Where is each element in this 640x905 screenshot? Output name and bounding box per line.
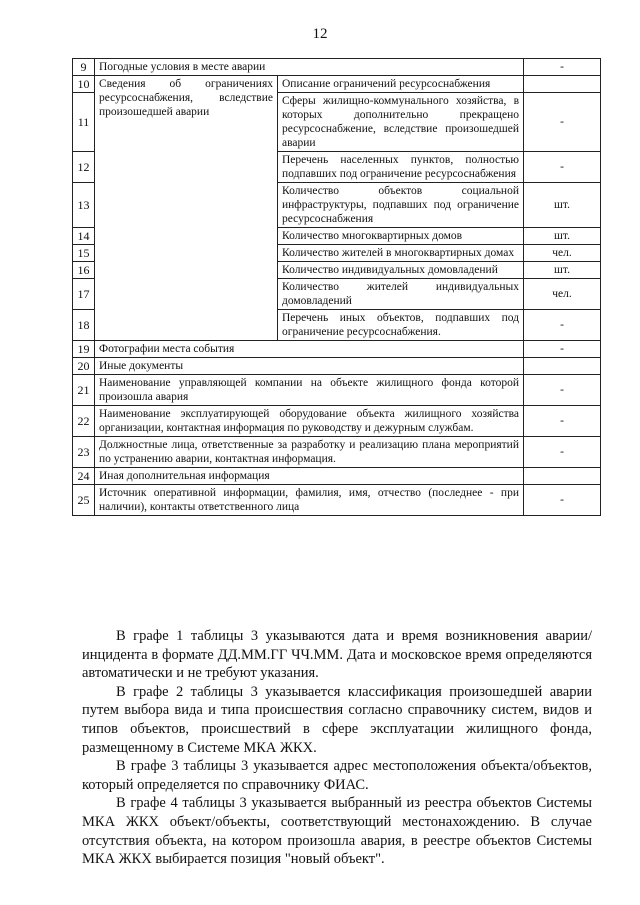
row-unit [524,76,601,93]
row-number: 12 [73,152,95,183]
row-label: Источник оперативной информации, фамилия, имя, отчество (последнее - при наличии), контакты ответственного лица [95,485,524,516]
row-number: 18 [73,310,95,341]
row-label: Должностные лица, ответственные за разработку и реализацию плана мероприятий по устранению аварии, контактная информация. [95,437,524,468]
row-unit [524,468,601,485]
row-unit: - [524,152,601,183]
row-number: 16 [73,262,95,279]
row-unit: шт. [524,228,601,245]
row-number: 21 [73,375,95,406]
table-row [73,468,601,485]
row-number: 15 [73,245,95,262]
row-unit: - [524,59,601,76]
row-unit: - [524,341,601,358]
row-label: Наименование эксплуатирующей оборудование объекта жилищного хозяйства организации, контактная информация по руководству и дежурным службам. [95,406,524,437]
row-unit: - [524,310,601,341]
row-sublabel: Перечень иных объектов, подпавших под ограничение ресурсоснабжения. [278,310,524,341]
row-unit: - [524,485,601,516]
table-row [73,437,601,468]
row-number: 24 [73,468,95,485]
row-label: Фотографии места события [95,341,524,358]
data-table [72,58,601,516]
row-unit: - [524,93,601,152]
table-row [73,485,601,516]
row-unit: - [524,375,601,406]
row-sublabel: Описание ограничений ресурсоснабжения [278,76,524,93]
row-unit: шт. [524,262,601,279]
row-number: 25 [73,485,95,516]
paragraph: В графе 4 таблицы 3 указывается выбранный из реестра объектов Системы МКА ЖКХ объект/объекты, соответствующий местонахождению. В случае отсутствия объекта, на котором произошла авария, в реестре объектов Системы МКА ЖКХ выбирается позиция "новый объект". [82,795,592,868]
row-sublabel: Количество многоквартирных домов [278,228,524,245]
table-row [73,406,601,437]
table-row [73,341,601,358]
row-label: Сведения об ограничениях ресурсоснабжения, вследствие произошедшей аварии [95,76,278,341]
table-row [73,59,601,76]
row-unit: чел. [524,279,601,310]
row-sublabel: Сферы жилищно-коммунального хозяйства, в которых дополнительно прекращено ресурсоснабжение, вследствие произошедшей аварии [278,93,524,152]
body-text [82,627,592,869]
row-number: 20 [73,358,95,375]
paragraph: В графе 1 таблицы 3 указываются дата и время возникновения аварии/инцидента в формате ДД.ММ.ГГ ЧЧ.ММ. Дата и московское время определяются автоматически и не требуют указания. [82,628,592,682]
row-number: 22 [73,406,95,437]
paragraph: В графе 2 таблицы 3 указывается классификация произошедшей аварии путем выбора вида и типа происшествия согласно справочнику систем, видов и типов объектов, происшествий в сфере эксплуатации жилищного фонда, размещенному в Системе МКА ЖКХ. [82,683,592,756]
row-unit: шт. [524,183,601,228]
table-row [73,76,601,93]
row-number: 14 [73,228,95,245]
row-number: 19 [73,341,95,358]
row-sublabel: Количество индивидуальных домовладений [278,262,524,279]
paragraph: В графе 3 таблицы 3 указывается адрес местоположения объекта/объектов, который определяется по справочнику ФИАС. [82,758,592,793]
table-row [73,358,601,375]
row-unit: - [524,406,601,437]
row-unit: чел. [524,245,601,262]
row-unit: - [524,437,601,468]
row-number: 11 [73,93,95,152]
row-number: 23 [73,437,95,468]
row-sublabel: Перечень населенных пунктов, полностью подпавших под ограничение ресурсоснабжения [278,152,524,183]
page-number: 12 [312,26,328,42]
row-number: 10 [73,76,95,93]
table-row [73,375,601,406]
row-label: Иная дополнительная информация [95,468,524,485]
row-sublabel: Количество жителей в многоквартирных домах [278,245,524,262]
row-sublabel: Количество жителей индивидуальных домовладений [278,279,524,310]
row-label: Наименование управляющей компании на объекте жилищного фонда которой произошла авария [95,375,524,406]
row-sublabel: Количество объектов социальной инфраструктуры, подпавших под ограничение ресурсоснабжения [278,183,524,228]
row-number: 17 [73,279,95,310]
row-label: Иные документы [95,358,524,375]
row-label: Погодные условия в месте аварии [95,59,524,76]
row-unit [524,358,601,375]
row-number: 9 [73,59,95,76]
row-number: 13 [73,183,95,228]
